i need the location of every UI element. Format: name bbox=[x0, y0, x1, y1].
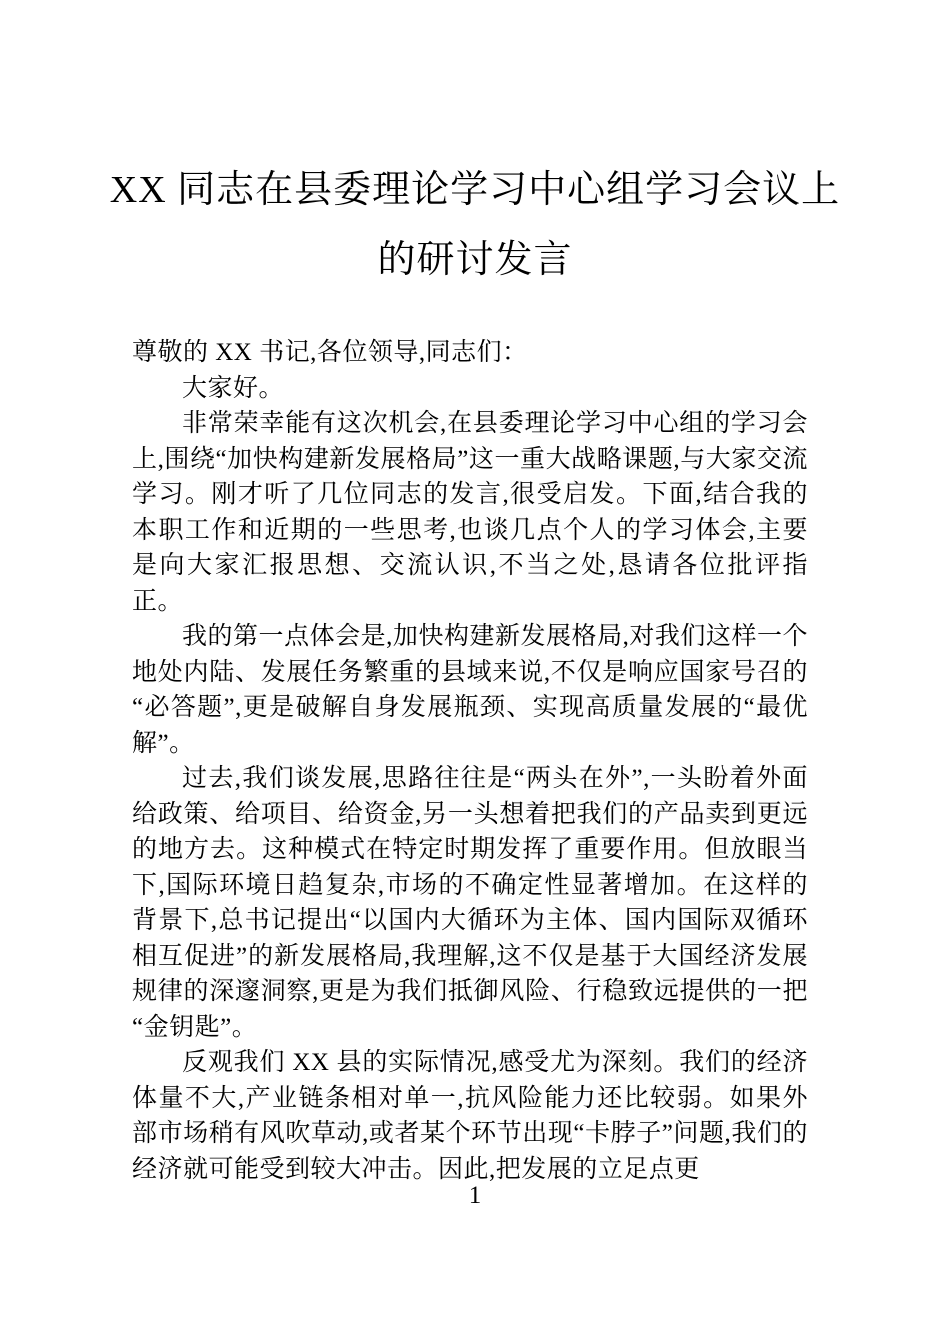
page-number: 1 bbox=[468, 1182, 482, 1209]
paragraph-first-point: 我的第一点体会是,加快构建新发展格局,对我们这样一个地处内陆、发展任务繁重的县域来说,不仅是响应国家号召的“必答题”,更是破解自身发展瓶颈、实现高质量发展的“最优解”。 bbox=[132, 623, 808, 757]
salutation-line: 尊敬的 XX 书记,各位领导,同志们： bbox=[132, 339, 528, 366]
title-line-2: 的研讨发言 bbox=[377, 239, 573, 281]
paragraph-greeting: 大家好。 bbox=[182, 374, 285, 402]
paragraph-opening: 非常荣幸能有这次机会,在县委理论学习中心组的学习会上,围绕“加快构建新发展格局”这一重大战略课题,与大家交流学习。刚才听了几位同志的发言,很受启发。下面,结合我的本职工作和近期的一些思考,也谈几点个人的学习体会,主要是向大家汇报思想、交流认识,不当之处,恳请各位批评指正。 bbox=[132, 410, 808, 615]
document-title bbox=[100, 155, 850, 295]
paragraph-past-development: 过去,我们谈发展,思路往往是“两头在外”,一头盼着外面给政策、给项目、给资金,另一头想着把我们的产品卖到更远的地方去。这种模式在特定时期发挥了重要作用。但放眼当下,国际环境日趋复杂,市场的不确定性显著增加。在这样的背景下,总书记提出“以国内大循环为主体、国内国际双循环相互促进”的新发展格局,我理解,这不仅是基于大国经济发展规律的深邃洞察,更是为我们抵御风险、行稳致远提供的一把“金钥匙”。 bbox=[132, 765, 808, 1041]
paragraph-county-situation: 反观我们 XX 县的实际情况,感受尤为深刻。我们的经济体量不大,产业链条相对单一,抗风险能力还比较弱。如果外部市场稍有风吹草动,或者某个环节出现“卡脖子”问题,我们的经济就可能受到较大冲击。因此,把发展的立足点更 bbox=[132, 1049, 808, 1183]
title-line-1: XX 同志在县委理论学习中心组学习会议上 bbox=[109, 169, 841, 211]
document-body bbox=[132, 335, 808, 1187]
